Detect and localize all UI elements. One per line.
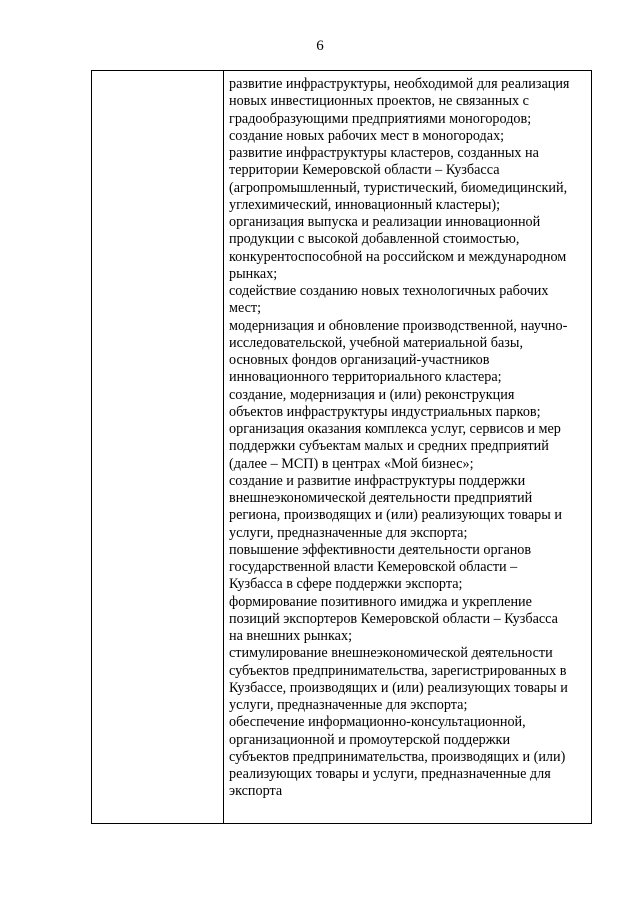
text-line: Кузбасса в сфере поддержки экспорта; — [229, 576, 463, 593]
text-line: организация выпуска и реализации инновационной — [229, 214, 541, 230]
text-line: услуги, предназначенные для экспорта; — [229, 697, 468, 713]
column-divider — [223, 71, 224, 823]
text-line: развитие инфраструктуры кластеров, созданных на — [229, 145, 539, 161]
text-line: территории Кемеровской области – Кузбасса — [229, 162, 500, 179]
text-line: развитие инфраструктуры, необходимой для реализация — [229, 76, 570, 92]
text-line: организация оказания комплекса услуг, сервисов и мер — [229, 421, 561, 437]
text-line: создание, модернизация и (или) реконструкция — [229, 386, 515, 403]
text-line: формирование позитивного имиджа и укрепление — [229, 593, 532, 610]
text-line: модернизация и обновление производственной, научно- — [229, 317, 568, 334]
text-line: новых инвестиционных проектов, не связанных с — [229, 93, 529, 110]
text-line: государственной власти Кемеровской области – — [229, 559, 518, 575]
text-line: Кузбассе, производящих и (или) реализующих товары и — [229, 679, 568, 696]
text-line: субъектов предпринимательства, зарегистрированных в — [229, 662, 567, 679]
text-line: внешнеэкономической деятельности предприятий — [229, 490, 533, 506]
text-line: создание и развитие инфраструктуры поддержки — [229, 472, 526, 489]
text-line: повышение эффективности деятельности органов — [229, 541, 532, 558]
table-left-cell — [92, 71, 223, 823]
text-line: реализующих товары и услуги, предназначенные для — [229, 766, 551, 782]
text-line: создание новых рабочих мест в моногородах; — [229, 127, 505, 144]
text-line: поддержки субъектам малых и средних предприятий — [229, 438, 549, 455]
text-line: продукции с высокой добавленной стоимостью, — [229, 231, 520, 248]
text-line: объектов инфраструктуры индустриальных парков; — [229, 403, 541, 420]
text-line: организационной и промоутерской поддержки — [229, 731, 511, 748]
text-line: стимулирование внешнеэкономической деятельности — [229, 645, 553, 662]
text-line: основных фондов организаций-участников — [229, 352, 490, 368]
text-line: конкурентоспособной на российском и международном — [229, 248, 567, 265]
text-line: услуги, предназначенные для экспорта; — [229, 524, 468, 541]
text-line: углехимический, инновационный кластеры); — [229, 196, 501, 213]
text-line: градообразующими предприятиями моногородов; — [229, 110, 532, 127]
text-line: позиций экспортеров Кемеровской области – Кузбасса — [229, 610, 558, 627]
text-line: (агропромышленный, туристический, биомедицинский, — [229, 179, 568, 196]
content-table — [91, 70, 592, 824]
table-right-cell — [229, 76, 589, 801]
text-line: содействие созданию новых технологичных рабочих — [229, 283, 549, 299]
text-line: региона, производящих и (или) реализующих товары и — [229, 507, 562, 524]
text-line: экспорта — [229, 783, 283, 800]
text-line: рынках; — [229, 265, 278, 282]
text-line: на внешних рынках; — [229, 628, 353, 644]
text-line: субъектов предпринимательства, производящих и (или) — [229, 748, 566, 765]
text-line: мест; — [229, 300, 262, 317]
page-number: 6 — [316, 38, 324, 54]
text-line: исследовательской, учебной материальной базы, — [229, 334, 523, 351]
text-line: обеспечение информационно-консультационной, — [229, 714, 526, 731]
text-line: инновационного территориального кластера; — [229, 369, 502, 386]
text-line: (далее – МСП) в центрах «Мой бизнес»; — [229, 455, 474, 472]
